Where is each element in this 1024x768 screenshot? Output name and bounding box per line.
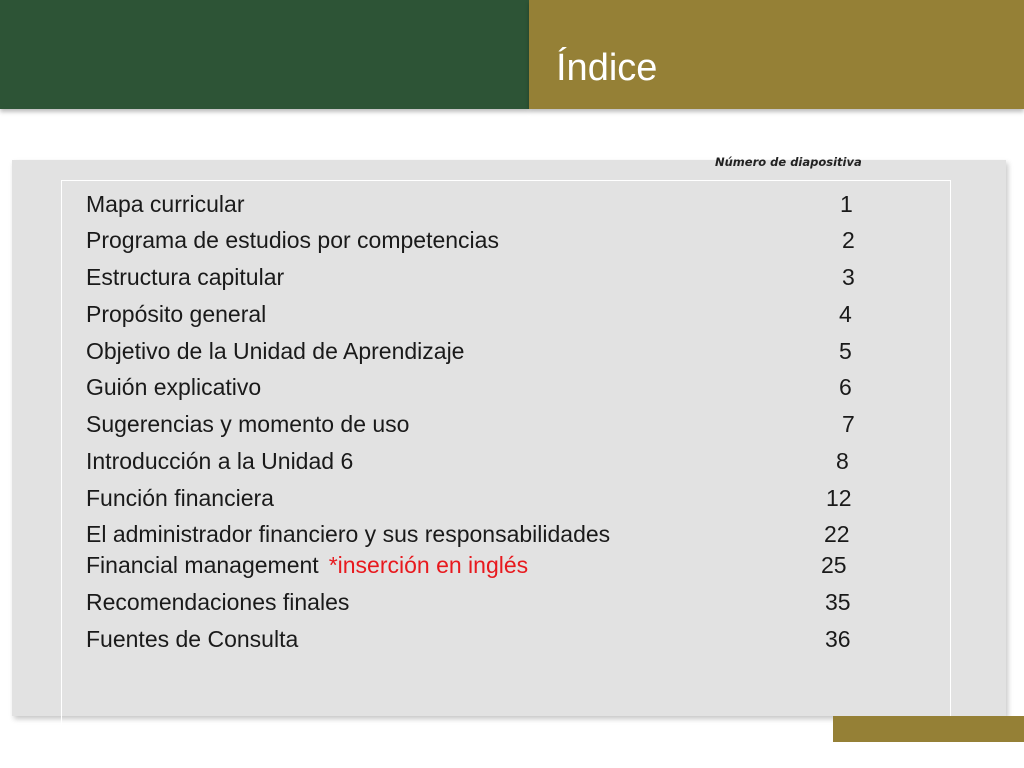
toc-item-page: 35 (825, 589, 851, 615)
toc-item (86, 588, 866, 616)
toc-item-page: 6 (839, 374, 852, 400)
toc-item-label: Estructura capitular (86, 264, 285, 290)
toc-item (86, 337, 866, 365)
toc-item-label: Sugerencias y momento de uso (86, 411, 410, 437)
toc-item-label: Función financiera (86, 485, 274, 511)
english-insertion-note: *inserción en inglés (328, 552, 529, 578)
toc-item-page: 12 (826, 485, 852, 511)
toc-item-page: 4 (839, 301, 852, 327)
toc-item-label: Propósito general (86, 301, 267, 327)
toc-item-label: Introducción a la Unidad 6 (86, 448, 354, 474)
toc-item (86, 300, 866, 328)
toc-item-label: El administrador financiero y sus responsabilidades (86, 521, 611, 547)
toc-item-label: Programa de estudios por competencias (86, 227, 499, 253)
toc-item-page: 1 (840, 191, 853, 217)
toc-item-title: Financial management (86, 552, 319, 578)
toc-item (86, 410, 866, 438)
toc-item-label: Objetivo de la Unidad de Aprendizaje (86, 338, 465, 364)
toc-item-label (86, 551, 528, 579)
toc-item-label: Guión explicativo (86, 374, 262, 400)
toc-item-page: 2 (842, 227, 855, 253)
toc-item-page: 3 (842, 264, 855, 290)
toc-item (86, 625, 866, 653)
toc-item (86, 551, 866, 579)
toc-item-page: 25 (821, 552, 847, 578)
toc-item-page: 7 (842, 411, 855, 437)
toc-item-page: 5 (839, 338, 852, 364)
accent-bar (833, 716, 1024, 742)
toc-item-label: Mapa curricular (86, 191, 245, 217)
toc-item-page: 22 (824, 521, 850, 547)
toc-item-page: 36 (825, 626, 851, 652)
toc-item (86, 190, 866, 218)
toc-item-label: Recomendaciones finales (86, 589, 350, 615)
toc-item (86, 263, 866, 291)
toc-item-label: Fuentes de Consulta (86, 626, 299, 652)
toc-item (86, 373, 866, 401)
header-green-band (0, 0, 529, 109)
page-number-column-caption: Número de diapositiva (715, 155, 862, 169)
toc-item-page: 8 (836, 448, 849, 474)
toc-item (86, 520, 866, 548)
toc-item (86, 226, 866, 254)
toc-item (86, 447, 866, 475)
toc-item (86, 484, 866, 512)
slide-title: Índice (556, 47, 658, 89)
